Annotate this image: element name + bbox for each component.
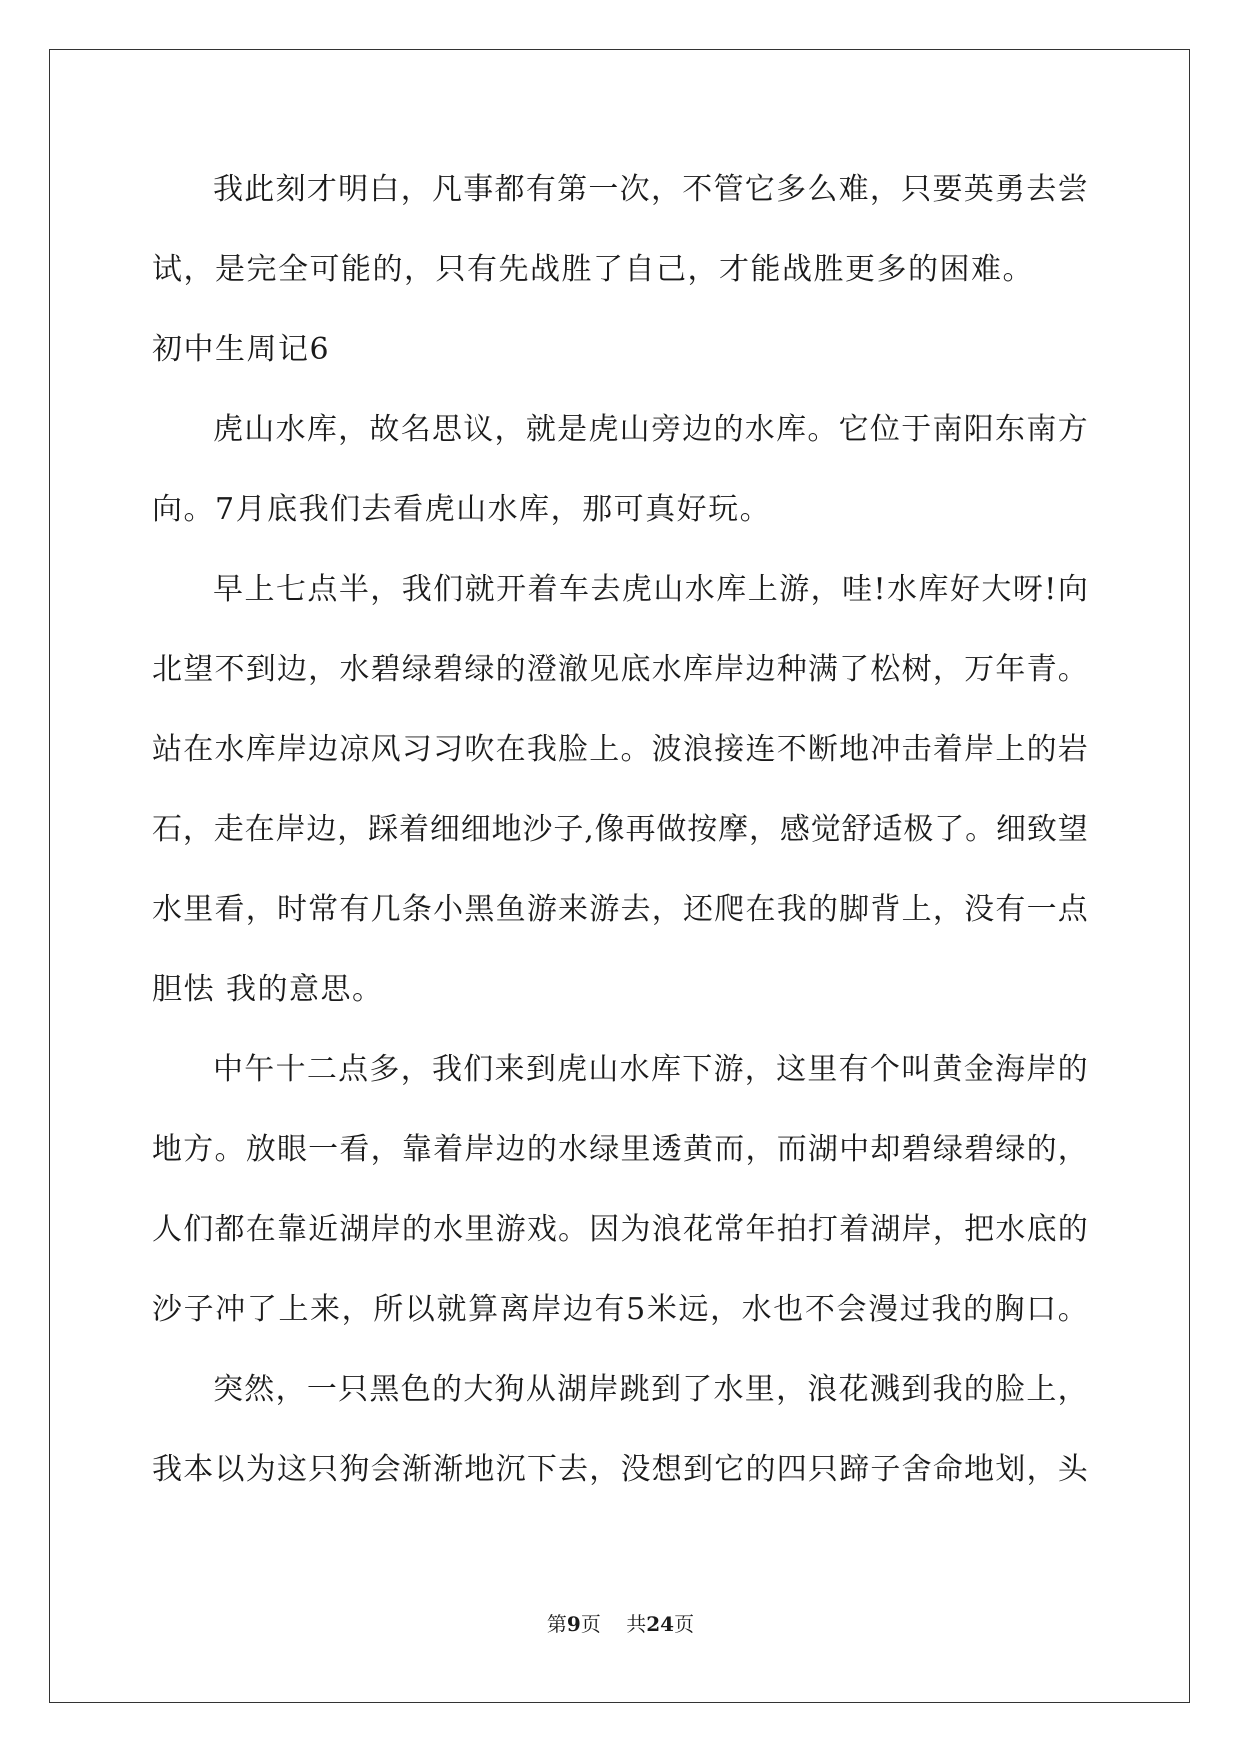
total-page-number: 24	[646, 1612, 675, 1636]
text-line: 早 上 七 点 半 ， 我 们 就 开 着 车 去 虎 山 水 库 上 游 ， 哇 ! 水 库 好 大 呀 ! 向	[213, 572, 1088, 607]
text-line: 虎 山 水 库 ， 故 名 思 议 ， 就 是 虎 山 旁 边 的 水 库 。 它 位 于 南 阳 东 南 方	[213, 412, 1088, 447]
document-body	[152, 150, 1088, 1510]
footer-page-suffix: 页	[580, 1612, 601, 1636]
footer-total-suffix: 页	[674, 1612, 695, 1636]
text-line: 向。7月底我们去看虎山水库，那可真好玩。	[152, 492, 772, 527]
text-line: 水 里 看 ， 时 常 有 几 条 小 黑 鱼 游 来 游 去 ， 还 爬 在 我 的 脚 背 上 ， 没 有 一 点	[152, 892, 1088, 927]
text-line: 突 然 ， 一 只 黑 色 的 大 狗 从 湖 岸 跳 到 了 水 里 ， 浪 花 溅 到 我 的 脸 上 ，	[213, 1372, 1088, 1407]
text-line: 胆怯 我的意思。	[152, 972, 384, 1007]
current-page-number: 9	[566, 1612, 581, 1636]
text-line: 初中生周记6	[152, 332, 331, 367]
text-line: 站 在 水 库 岸 边 凉 风 习 习 吹 在 我 脸 上 。 波 浪 接 连 不 断 地 冲 击 着 岸 上 的 岩	[152, 732, 1088, 767]
text-line: 人 们 都 在 靠 近 湖 岸 的 水 里 游 戏 。 因 为 浪 花 常 年 拍 打 着 湖 岸 ， 把 水 底 的	[152, 1212, 1088, 1247]
text-line: 沙 子 冲 了 上 来 ， 所 以 就 算 离 岸 边 有 5 米 远 ， 水 也 不 会 漫 过 我 的 胸 口 。	[152, 1292, 1088, 1327]
text-line: 试，是完全可能的，只有先战胜了自己，才能战胜更多的困难。	[152, 252, 1034, 287]
text-line: 中 午 十 二 点 多 ， 我 们 来 到 虎 山 水 库 下 游 ， 这 里 有 个 叫 黄 金 海 岸 的	[213, 1052, 1088, 1087]
text-line: 北 望 不 到 边 ， 水 碧 绿 碧 绿 的 澄 澈 见 底 水 库 岸 边 种 满 了 松 树 ， 万 年 青 。	[152, 652, 1088, 687]
text-line: 石 ， 走 在 岸 边 ， 踩 着 细 细 地 沙 子 , 像 再 做 按 摩 ， 感 觉 舒 适 极 了 。 细 致 望	[152, 812, 1088, 847]
text-line: 我 本 以 为 这 只 狗 会 渐 渐 地 沉 下 去 ， 没 想 到 它 的 四 只 蹄 子 舍 命 地 划 ， 头	[152, 1452, 1088, 1487]
page-footer	[0, 1608, 1241, 1637]
footer-total-prefix: 共	[626, 1612, 647, 1636]
text-line: 地 方 。 放 眼 一 看 ， 靠 着 岸 边 的 水 绿 里 透 黄 而 ， 而 湖 中 却 碧 绿 碧 绿 的 ，	[152, 1132, 1088, 1167]
footer-prefix: 第	[546, 1612, 567, 1636]
text-line: 我 此 刻 才 明 白 ， 凡 事 都 有 第 一 次 ， 不 管 它 多 么 难 ， 只 要 英 勇 去 尝	[213, 172, 1088, 207]
